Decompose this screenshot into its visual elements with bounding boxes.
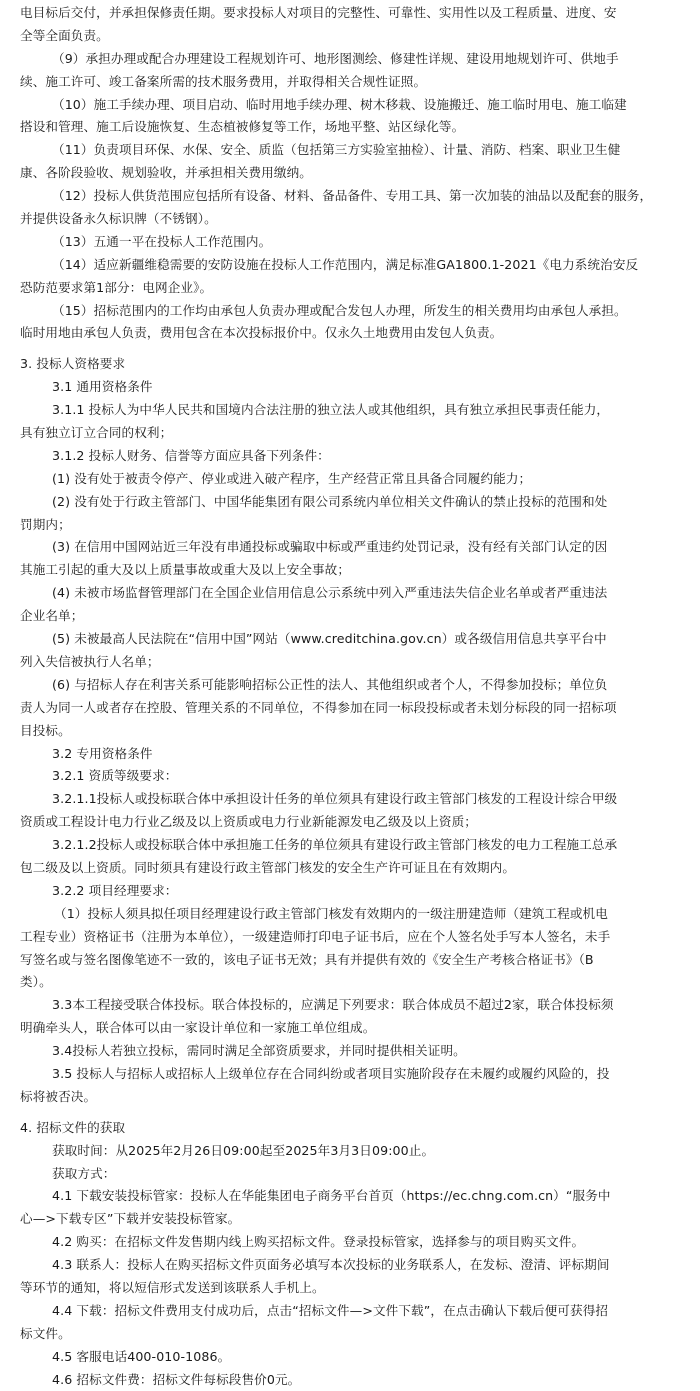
text-line: (4) 未被市场监督管理部门在全国企业信用信息公示系统中列入严重违法失信企业名单或者严重违法 [52, 585, 608, 601]
section-heading: 4. 招标文件的获取 [20, 1119, 126, 1135]
text-line: 康、各阶段验收、规划验收，并承担相关费用缴纳。 [20, 165, 312, 181]
text-line: 获取方式： [52, 1165, 116, 1181]
text-line: 3.2.2 项目经理要求： [52, 882, 178, 898]
text-line: 3.2.1 资质等级要求： [52, 768, 178, 784]
text-line: （11）负责项目环保、水保、安全、质监（包括第三方实验室抽检）、计量、消防、档案、职业卫生健 [52, 142, 621, 158]
text-line: 3.2.1.2投标人或投标联合体中承担施工任务的单位须具有建设行政主管部门核发的电力工程施工总承 [52, 837, 618, 853]
text-line: （14）适应新疆维稳需要的安防设施在投标人工作范围内，满足标准GA1800.1-2021《电力系统治安反 [52, 256, 639, 272]
text-line: 写签名或与签名图像笔迹不一致的，该电子证书无效；具有并提供有效的《安全生产考核合格证书》（B [20, 951, 594, 967]
text-line: （12）投标人供货范围应包括所有设备、材料、备品备件、专用工具、第一次加装的油品以及配套的服务， [52, 188, 653, 204]
text-line: 心—>下载专区”下载并安装投标管家。 [20, 1211, 241, 1227]
text-line: 具有独立订立合同的权利； [20, 425, 173, 441]
text-line: 3.1 通用资格条件 [52, 379, 153, 395]
text-line: 企业名单； [20, 608, 84, 624]
text-line: 全等全面负责。 [20, 27, 109, 43]
text-line: 3.1.2 投标人财务、信誉等方面应具备下列条件： [52, 447, 330, 463]
text-line: 搭设和管理、施工后设施恢复、生态植被修复等工作，场地平整、站区绿化等。 [20, 119, 465, 135]
text-line: 等环节的通知，将以短信形式发送到该联系人手机上。 [20, 1279, 325, 1295]
text-line: 恐防范要求第1部分：电网企业》。 [20, 279, 213, 295]
text-line: 资质或工程设计电力行业乙级及以上资质或电力行业新能源发电乙级及以上资质； [20, 814, 477, 830]
text-line: 获取时间：从2025年2月26日09:00起至2025年3月3日09:00止。 [52, 1142, 435, 1158]
text-line: 3.3本工程接受联合体投标。联合体投标的，应满足下列要求：联合体成员不超过2家，联合体投标须 [52, 997, 614, 1013]
text-line: 3.4投标人若独立投标，需同时满足全部资质要求，并同时提供相关证明。 [52, 1043, 466, 1059]
section-heading: 3. 投标人资格要求 [20, 356, 126, 372]
text-line: (3) 在信用中国网站近三年没有串通投标或骗取中标或严重违约处罚记录，没有经有关部门认定的因 [52, 539, 608, 555]
text-line: 3.1.1 投标人为中华人民共和国境内合法注册的独立法人或其他组织，具有独立承担民事责任能力， [52, 402, 610, 418]
paragraph-gap [20, 345, 682, 353]
text-line: 标将被否决。 [20, 1088, 97, 1104]
text-line: 4.4 下载：招标文件费用支付成功后，点击“招标文件—>文件下载”，在点击确认下载后便可获得招 [52, 1302, 609, 1318]
text-line: （15）招标范围内的工作均由承包人负责办理或配合发包人办理，所发生的相关费用均由承包人承担。 [52, 302, 627, 318]
text-line: 责人为同一人或者存在控股、管理关系的不同单位，不得参加在同一标段投标或者未划分标段的同一招标项 [20, 699, 617, 715]
text-line: 3.2 专用资格条件 [52, 745, 153, 761]
text-line: 4.5 客服电话400-010-1086。 [52, 1348, 231, 1364]
text-line: 4.2 购买：在招标文件发售期内线上购买招标文件。登录投标管家，选择参与的项目购买文件。 [52, 1234, 585, 1250]
text-line: 3.2.1.1投标人或投标联合体中承担设计任务的单位须具有建设行政主管部门核发的工程设计综合甲级 [52, 791, 618, 807]
text-line: 工程专业）资格证书（注册为本单位），一级建造师打印电子证书后，应在个人签名处手写本人签名，未手 [20, 928, 611, 944]
text-line: 包二级及以上资质。同时须具有建设行政主管部门核发的安全生产许可证且在有效期内。 [20, 859, 516, 875]
text-line: 列入失信被执行人名单； [20, 653, 160, 669]
text-line: 并提供设备永久标识牌（不锈钢）。 [20, 211, 217, 227]
text-line: (6) 与招标人存在利害关系可能影响招标公正性的法人、其他组织或者个人，不得参加投标；单位负 [52, 676, 608, 692]
text-line: 其施工引起的重大及以上质量事故或重大及以上安全事故； [20, 562, 351, 578]
text-line: （10）施工手续办理、项目启动、临时用地手续办理、树木移栽、设施搬迁、施工临时用电、施工临建 [52, 96, 627, 112]
text-line: 4.6 招标文件费：招标文件每标段售价0元。 [52, 1371, 301, 1387]
text-line: 3.5 投标人与招标人或招标人上级单位存在合同纠纷或者项目实施阶段存在未履约或履约风险的，投 [52, 1065, 610, 1081]
text-line: 类）。 [20, 974, 52, 990]
text-line: （1）投标人须具拟任项目经理建设行政主管部门核发有效期内的一级注册建造师（建筑工程或机电 [54, 905, 608, 921]
text-line: 电目标后交付，并承担保修责任期。要求投标人对项目的完整性、可靠性、实用性以及工程质量、进度、安 [20, 5, 617, 20]
text-line: 明确牵头人，联合体可以由一家设计单位和一家施工单位组成。 [20, 1020, 376, 1036]
paragraph-gap [20, 1109, 682, 1117]
text-line: 临时用地由承包人负责，费用包含在本次投标报价中。仅永久土地费用由发包人负责。 [20, 325, 503, 341]
text-line: 4.3 联系人：投标人在购买招标文件页面务必填写本次投标的业务联系人，在发标、澄清、评标期间 [52, 1257, 610, 1273]
text-line: （13）五通一平在投标人工作范围内。 [52, 233, 272, 249]
text-line: (2) 没有处于行政主管部门、中国华能集团有限公司系统内单位相关文件确认的禁止投标的范围和处 [52, 493, 608, 509]
text-line: 目投标。 [20, 722, 71, 738]
text-line: 标文件。 [20, 1325, 71, 1341]
text-line: 罚期内； [20, 516, 71, 532]
text-line: 4.1 下载安装投标管家：投标人在华能集团电子商务平台首页（https://ec.chng.com.cn）“服务中 [52, 1188, 611, 1204]
text-line: (1) 没有处于被责令停产、停业或进入破产程序，生产经营正常且具备合同履约能力； [52, 470, 532, 486]
text-line: （9）承担办理或配合办理建设工程规划许可、地形图测绘、修建性详规、建设用地规划许可、供地手 [52, 50, 619, 66]
text-line: 续、施工许可、竣工备案所需的技术服务费用，并取得相关合规性证照。 [20, 73, 427, 89]
text-line: (5) 未被最高人民法院在“信用中国”网站（www.creditchina.gov.cn）或各级信用信息共享平台中 [52, 631, 607, 647]
